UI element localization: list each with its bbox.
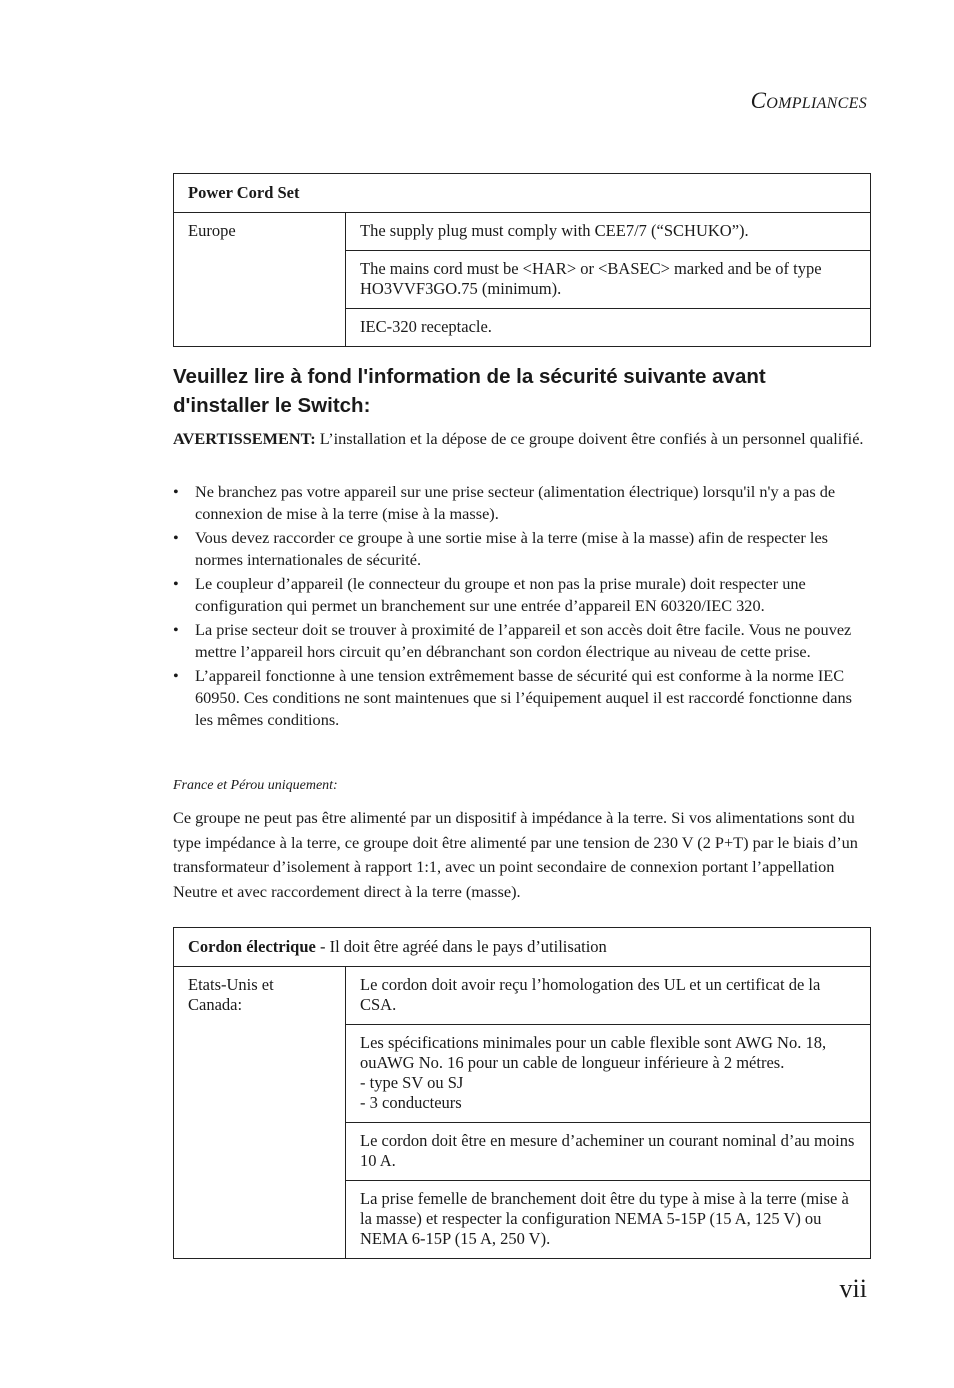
warning-paragraph: [173, 427, 867, 451]
list-item: [173, 481, 867, 525]
table-header-row: [174, 928, 871, 967]
running-head: [751, 88, 867, 114]
table-header-bold: Cordon électrique: [188, 937, 316, 956]
list-item-text: L’appareil fonctionne à une tension extrêmement basse de sécurité qui est conforme à la norme IEC 60950. Ces conditions ne sont maintenues que si l’équipement auquel il est raccordé fonctionne dans les mêmes conditions.: [195, 666, 852, 729]
bullet-icon: •: [173, 620, 179, 639]
region-cell: Etats-Unis et Canada:: [174, 967, 346, 1259]
running-head-initial: C: [750, 88, 767, 113]
requirement-cell: IEC-320 receptacle.: [346, 309, 871, 347]
bullet-icon: •: [173, 528, 179, 547]
requirement-line: Les spécifications minimales pour un cable flexible sont AWG No. 18, ouAWG No. 16 pour un cable de longueur inférieure à 2 métres.: [360, 1033, 827, 1072]
bullet-icon: •: [173, 482, 179, 501]
region-cell: Europe: [174, 213, 346, 347]
subheading: France et Pérou uniquement:: [173, 778, 338, 793]
section-heading: Veuillez lire à fond l'information de la sécurité suivante avant d'installer le Switch:: [173, 365, 766, 417]
power-cord-table-europe: [173, 173, 871, 347]
list-item: [173, 619, 867, 663]
power-cord-table-us-canada: [173, 927, 871, 1259]
list-item-text: Ne branchez pas votre appareil sur une prise secteur (alimentation électrique) lorsqu'il n'y a pas de connexion de mise à la terre (mise à la masse).: [195, 482, 836, 523]
bullet-icon: •: [173, 574, 179, 593]
list-item: [173, 527, 867, 571]
requirement-cell: The supply plug must comply with CEE7/7 (“SCHUKO”).: [346, 213, 871, 251]
requirement-cell: Le cordon doit être en mesure d’acheminer un courant nominal d’au moins 10 A.: [346, 1123, 871, 1181]
requirement-line: - 3 conducteurs: [360, 1093, 462, 1112]
requirement-cell: [346, 1025, 871, 1123]
bullet-icon: •: [173, 666, 179, 685]
requirement-line: - type SV ou SJ: [360, 1073, 464, 1092]
table-header-rest: - Il doit être agréé dans le pays d’utilisation: [315, 937, 607, 956]
page-number: vii: [839, 1274, 867, 1303]
list-item-text: Vous devez raccorder ce groupe à une sortie mise à la terre (mise à la masse) afin de respecter les normes internationales de sécurité.: [195, 528, 829, 569]
body-paragraph: Ce groupe ne peut pas être alimenté par un dispositif à impédance à la terre. Si vos alimentations sont du type impédance à la terre, ce groupe doit être alimenté par une tension de 230 V (2 P+T) par le biais d’un transformateur d’isolement à rapport 1:1, avec un point secondaire de connexion portant l’appellation Neutre et avec raccordement direct à la terre (masse).: [173, 808, 858, 901]
warning-label: AVERTISSEMENT:: [173, 429, 316, 448]
table-header-row: [174, 174, 871, 213]
safety-bullet-list: [173, 481, 867, 733]
warning-text: L’installation et la dépose de ce groupe doivent être confiés à un personnel qualifié.: [315, 429, 864, 448]
table-row: [174, 213, 871, 251]
requirement-cell: The mains cord must be <HAR> or <BASEC> marked and be of type HO3VVF3GO.75 (minimum).: [346, 251, 871, 309]
list-item-text: La prise secteur doit se trouver à proximité de l’appareil et son accès doit être facile. Vous ne pouvez mettre l’appareil hors circuit qu’en débranchant son cordon électrique au niveau de cette prise.: [195, 620, 852, 661]
list-item-text: Le coupleur d’appareil (le connecteur du groupe et non pas la prise murale) doit respecter une configuration qui permet un branchement sur une entrée d’appareil EN 60320/IEC 320.: [195, 574, 806, 615]
list-item: [173, 573, 867, 617]
list-item: [173, 665, 867, 731]
running-head-rest: OMPLIANCES: [766, 95, 867, 112]
requirement-cell: Le cordon doit avoir reçu l’homologation des UL et un certificat de la CSA.: [346, 967, 871, 1025]
table-header: Power Cord Set: [174, 174, 871, 213]
table-header: [174, 928, 871, 967]
requirement-cell: La prise femelle de branchement doit être du type à mise à la terre (mise à la masse) et respecter la configuration NEMA 5-15P (15 A, 125 V) ou NEMA 6-15P (15 A, 250 V).: [346, 1181, 871, 1259]
table-row: [174, 967, 871, 1025]
